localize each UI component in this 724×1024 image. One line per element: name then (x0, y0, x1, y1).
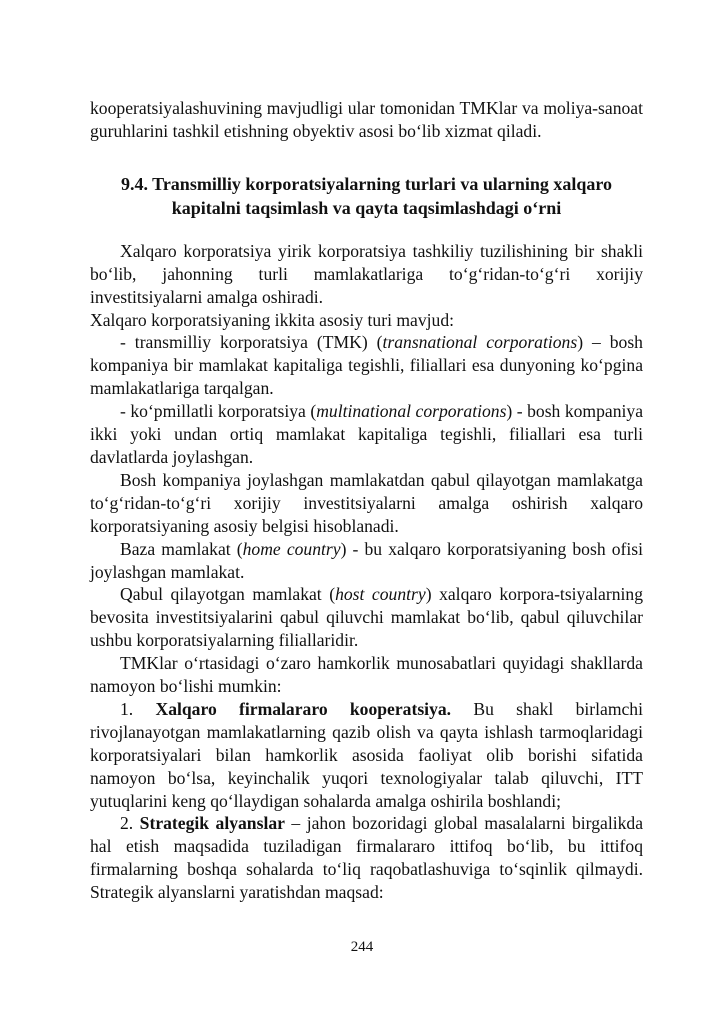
home-country-rest: ) - bu xalqaro korporatsiyaning bosh ofisi joylashgan mamlakat. (90, 538, 644, 582)
paragraph-definition: Xalqaro korporatsiya yirik korporatsiya tashkiliy tuzilishining bir shakli bo‘lib, jahonning turli mamlakatlariga to‘g‘ridan-to‘g‘ri xorijiy investitsiyalarni amalga oshiradi. (90, 240, 643, 307)
item-1-term: Xalqaro firmalararo kooperatsiya. (155, 698, 452, 719)
item-2-term: Strategik alyanslar (139, 813, 285, 834)
paragraph-tmk (90, 331, 643, 400)
item-1-number: 1. (120, 698, 156, 719)
paragraph-interfirm-cooperation (90, 698, 643, 813)
home-country-term: home country (242, 538, 341, 559)
page-content (90, 97, 643, 904)
multinational-term: multinational corporations (316, 401, 507, 422)
paragraph-host-country (90, 583, 643, 652)
tmk-rest: ) – bosh kompaniya bir mamlakat kapitaliga tegishli, filiallari esa dunyoning ko‘pgina mamlakatlariga tarqalgan. (90, 332, 643, 399)
section-heading-line-1: 9.4. Transmilliy korporatsiyalarning turlari va ularning xalqaro (120, 173, 613, 194)
section-heading (90, 172, 643, 220)
paragraph-home-country (90, 538, 643, 584)
section-heading-line-2: kapitalni taqsimlash va qayta taqsimlashdagi o‘rni (171, 197, 562, 218)
paragraph-strategic-alliances (90, 812, 643, 904)
item-2-number: 2. (120, 813, 140, 834)
paragraph-multinational (90, 400, 643, 469)
item-2-rest: – jahon bozoridagi global masalalarni birgalikda hal etish maqsadida tuziladigan firmalararo ittifoq bo‘lib, bu ittifoq firmalarning boshqa sohalarda to‘liq raqobatlashuviga to‘sqinlik qilmaydi. Strategik alyanslarni yaratishdan maqsad: (90, 813, 643, 903)
tmk-lead: - transmilliy korporatsiya (TMK) ( (120, 332, 383, 353)
paragraph-types-intro: Xalqaro korporatsiyaning ikkita asosiy turi mavjud: (90, 309, 455, 330)
home-country-lead: Baza mamlakat ( (120, 538, 243, 559)
host-country-rest: ) xalqaro korpora-tsiyalarning bevosita investitsiyalarini qabul qiluvchi mamlakat bo‘lib, qabul qiluvchilar ushbu korporatsiyalarning filiallaridir. (90, 584, 643, 651)
page-number: 244 (350, 939, 374, 955)
paragraph-main-feature: Bosh kompaniya joylashgan mamlakatdan qabul qilayotgan mamlakatga to‘g‘ridan-to‘g‘ri xorijiy investitsiyalarni amalga oshirish xalqaro korporatsiyaning asosiy belgisi hisoblanadi. (90, 469, 643, 536)
multinational-rest: ) - bosh kompaniya ikki yoki undan ortiq mamlakat kapitaliga tegishli, filiallari esa turli davlatlarda joylashgan. (90, 401, 644, 467)
host-country-lead: Qabul qilayotgan mamlakat ( (120, 584, 336, 605)
paragraph-cooperation-forms: TMKlar o‘rtasidagi o‘zaro hamkorlik munosabatlari quyidagi shakllarda namoyon bo‘lishi mumkin: (90, 653, 643, 697)
multinational-lead: - ko‘pmillatli korporatsiya ( (120, 401, 317, 422)
host-country-term: host country (335, 584, 426, 605)
item-1-rest: Bu shakl birlamchi rivojlanayotgan mamlakatlarning qazib olish va qayta ishlash tarmoqlaridagi korporatsiyalari bilan hamkorlik asosida faoliyat olib borishi sifatida namoyon bo‘lsa, keyinchalik yuqori texnologiyalar talab qiluvchi, ITT yutuqlarini keng qo‘llaydigan sohalarda amalga oshirila boshlandi; (90, 698, 643, 811)
intro-paragraph: kooperatsiyalashuvining mavjudligi ular tomonidan TMKlar va moliya-sanoat guruhlarini tashkil etishning obyektiv asosi bo‘lib xizmat qiladi. (90, 98, 643, 141)
tmk-term: transnational corporations (382, 332, 578, 353)
